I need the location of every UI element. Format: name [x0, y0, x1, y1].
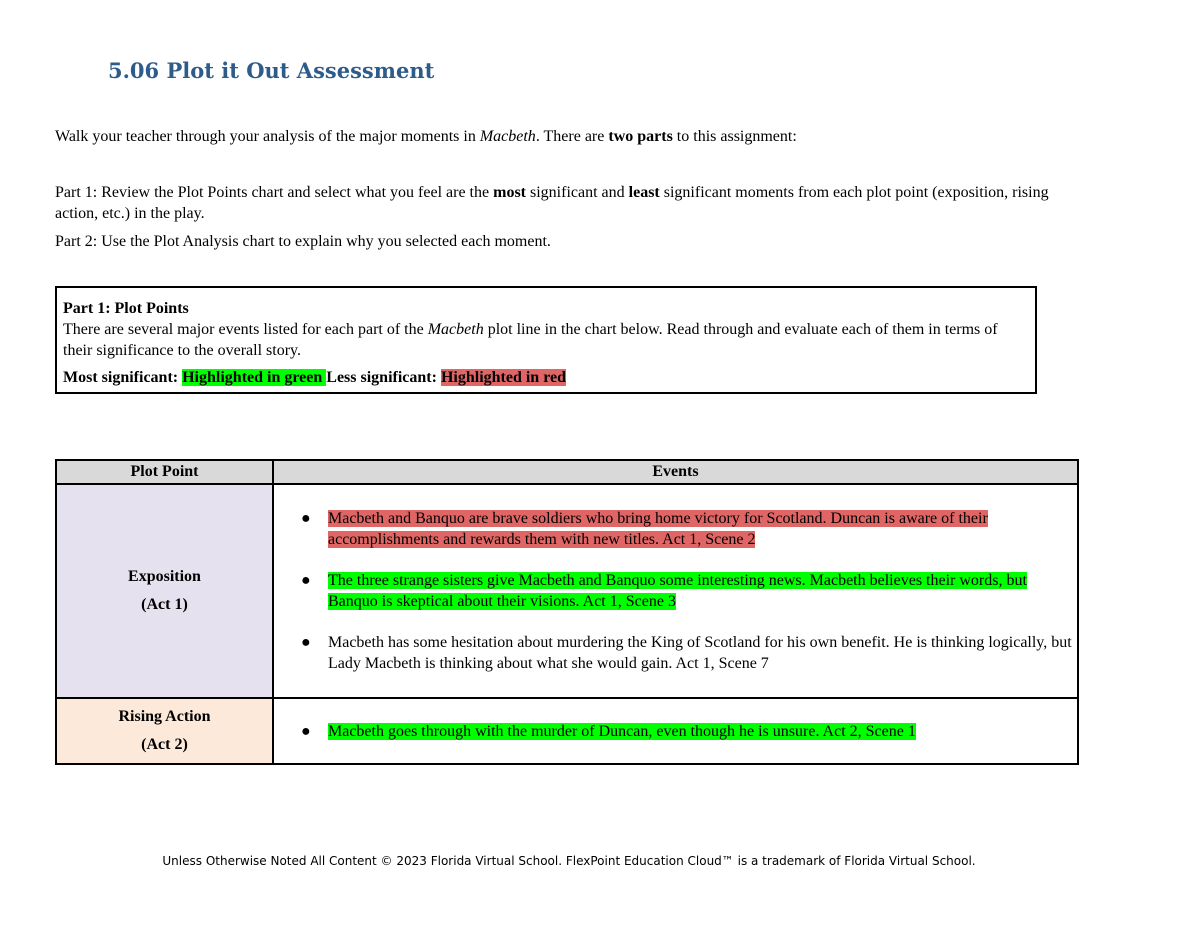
bullet-icon: ●	[301, 722, 311, 740]
event-item	[301, 508, 1077, 550]
page-title: 5.06 Plot it Out Assessment	[108, 58, 435, 83]
box-desc-text: There are several major events listed for each part of the	[63, 321, 428, 338]
footer-copyright: Unless Otherwise Noted All Content © 2023 Florida Virtual School. FlexPoint Education Cloud™ is a trademark of Florida Virtual School.	[162, 854, 976, 868]
plot-points-box	[55, 286, 1037, 394]
event-text: The three strange sisters give Macbeth and Banquo some interesting news. Macbeth believes their words, but Banquo is skeptical about their visions. Act 1, Scene 3	[328, 572, 1027, 610]
table-row-exposition	[56, 484, 1078, 698]
part1-emphasis-most: most	[493, 184, 526, 201]
intro-text: Walk your teacher through your analysis of the major moments in	[55, 128, 480, 145]
box-description	[63, 319, 1029, 361]
event-item	[301, 721, 1077, 742]
plot-point-cell	[56, 484, 273, 698]
intro-play-title: Macbeth	[479, 128, 536, 145]
event-text: Macbeth goes through with the murder of Duncan, even though he is unsure. Act 2, Scene 1	[328, 722, 916, 740]
less-significant-legend: Highlighted in red	[440, 369, 567, 386]
bullet-icon: ●	[301, 510, 311, 527]
event-text: Macbeth has some hesitation about murdering the King of Scotland for his own benefit. He is thinking logically, but Lady Macbeth is thinking about what she would gain. Act 1, Scene 7	[328, 634, 1072, 672]
plot-point-cell	[56, 698, 273, 764]
part1-text: significant and	[526, 184, 629, 201]
events-list	[301, 721, 1077, 742]
part1-text: Part 1: Review the Plot Points chart and select what you feel are the	[55, 184, 494, 201]
header-plot-point: Plot Point	[56, 460, 273, 484]
part1-instructions	[55, 182, 1065, 224]
intro-emphasis: two parts	[608, 128, 673, 145]
box-desc-text: plot line in the chart below. Read through and evaluate each of them in terms of their significance to the overall story.	[63, 321, 998, 359]
table-header-row	[56, 460, 1078, 484]
bullet-icon: ●	[301, 634, 311, 651]
part1-emphasis-least: least	[628, 184, 660, 201]
most-significant-label: Most significant:	[63, 369, 183, 386]
legend-line	[63, 367, 1029, 388]
table-row-rising-action	[56, 698, 1078, 764]
events-list	[301, 508, 1077, 674]
intro-paragraph	[55, 126, 797, 147]
plot-point-name: Rising Action	[118, 708, 211, 725]
header-events: Events	[273, 460, 1078, 484]
plot-point-act: (Act 2)	[141, 736, 188, 753]
plot-points-table	[55, 459, 1079, 765]
intro-text: . There are	[535, 128, 609, 145]
events-cell	[273, 484, 1078, 698]
box-play-title: Macbeth	[427, 321, 484, 338]
plot-point-name: Exposition	[128, 568, 201, 585]
event-item	[301, 632, 1077, 674]
events-cell	[273, 698, 1078, 764]
box-heading: Part 1: Plot Points	[63, 300, 189, 317]
event-text: Macbeth and Banquo are brave soldiers who bring home victory for Scotland. Duncan is aware of their accomplishments and rewards them with new titles. Act 1, Scene 2	[328, 510, 988, 548]
intro-text: to this assignment:	[672, 128, 797, 145]
less-significant-label: Less significant:	[326, 369, 441, 386]
most-significant-legend: Highlighted in green	[182, 369, 327, 386]
event-item	[301, 570, 1077, 612]
part1-text: significant moments from each plot point (exposition, rising action, etc.) in the play.	[55, 184, 1049, 222]
bullet-icon: ●	[301, 572, 311, 589]
part2-instructions: Part 2: Use the Plot Analysis chart to explain why you selected each moment.	[55, 233, 551, 250]
plot-point-act: (Act 1)	[141, 596, 188, 613]
